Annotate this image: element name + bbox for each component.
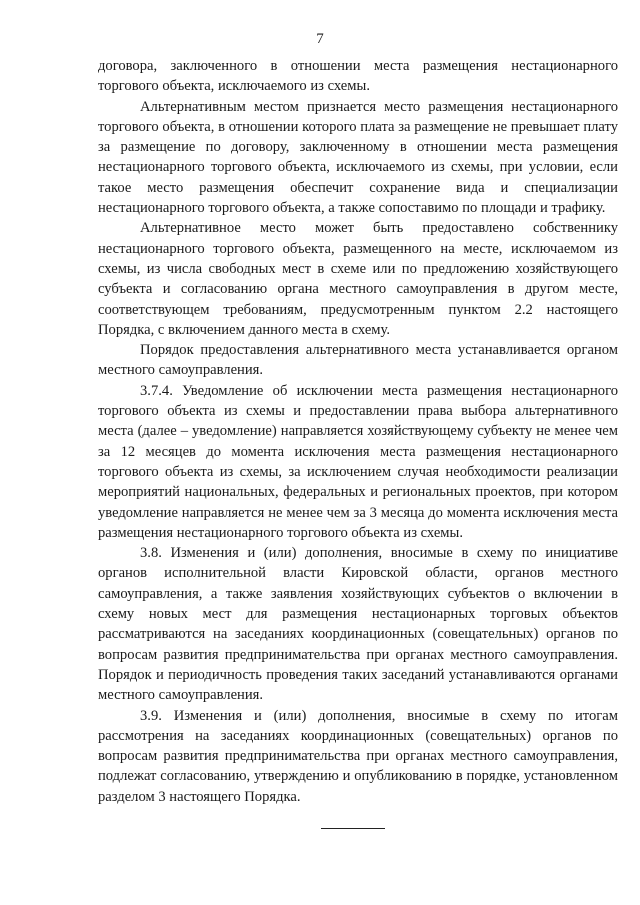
page-number: 7: [316, 31, 324, 47]
end-of-text-rule: [321, 828, 385, 829]
paragraph-3-7-4: 3.7.4. Уведомление об исключении места размещения нестационарного торгового объекта из схемы и предоставлении права выбора альтернативного места (далее – уведомление) направляется хозяйствующему субъекту не менее чем за 12 месяцев до момента исключения места размещения нестационарного торгового объекта из схемы, за исключением случая необходимости реализации мероприятий национальных, федеральных и региональных проектов, при котором уведомление направляется не менее чем за 3 месяца до момента исключения места размещения нестационарного торгового объекта из схемы.: [98, 382, 618, 541]
paragraph-alternative-place-provision: Альтернативное место может быть предоставлено собственнику нестационарного торгового объекта, размещенного на месте, исключаемом из схемы, из числа свободных мест в схеме или по предложению хозяйствующего субъекта и согласованию органа местного самоуправления в другом месте, соответствующем требованиям, предусмотренным пунктом 2.2 настоящего Порядка, с включением данного места в схему.: [98, 220, 618, 338]
document-body: [98, 56, 618, 807]
paragraph-alternative-place-definition: Альтернативным местом признается место размещения нестационарного торгового объекта, в отношении которого плата за размещение не превышает плату за размещение по договору, заключенному в отношении места размещения нестационарного торгового объекта, исключаемого из схемы, при условии, если такое место размещения обеспечит сохранение вида и специализации нестационарного торгового объекта, а также сопоставимо по площади и трафику.: [98, 98, 618, 217]
paragraph-alternative-place-procedure: Порядок предоставления альтернативного места устанавливается органом местного самоуправления.: [98, 342, 618, 379]
paragraph-3-9: 3.9. Изменения и (или) дополнения, вносимые в схему по итогам рассмотрения на заседаниях координационных (совещательных) органов по вопросам развития предпринимательства при органах местного самоуправления, подлежат согласованию, утверждению и опубликованию в порядке, установленном разделом 3 настоящего Порядка.: [98, 707, 618, 805]
paragraph-3-8: 3.8. Изменения и (или) дополнения, вносимые в схему по инициативе органов исполнительной власти Кировской области, органов местного самоуправления, а также заявления хозяйствующих субъектов о включении в схему новых мест для размещения нестационарных торговых объектов рассматриваются на заседаниях координационных (совещательных) органов по вопросам развития предпринимательства при органах местного самоуправления. Порядок и периодичность проведения таких заседаний устанавливаются органами местного самоуправления.: [98, 545, 618, 704]
paragraph-continuation: договора, заключенного в отношении места размещения нестационарного торгового объекта, исключаемого из схемы.: [98, 58, 618, 95]
